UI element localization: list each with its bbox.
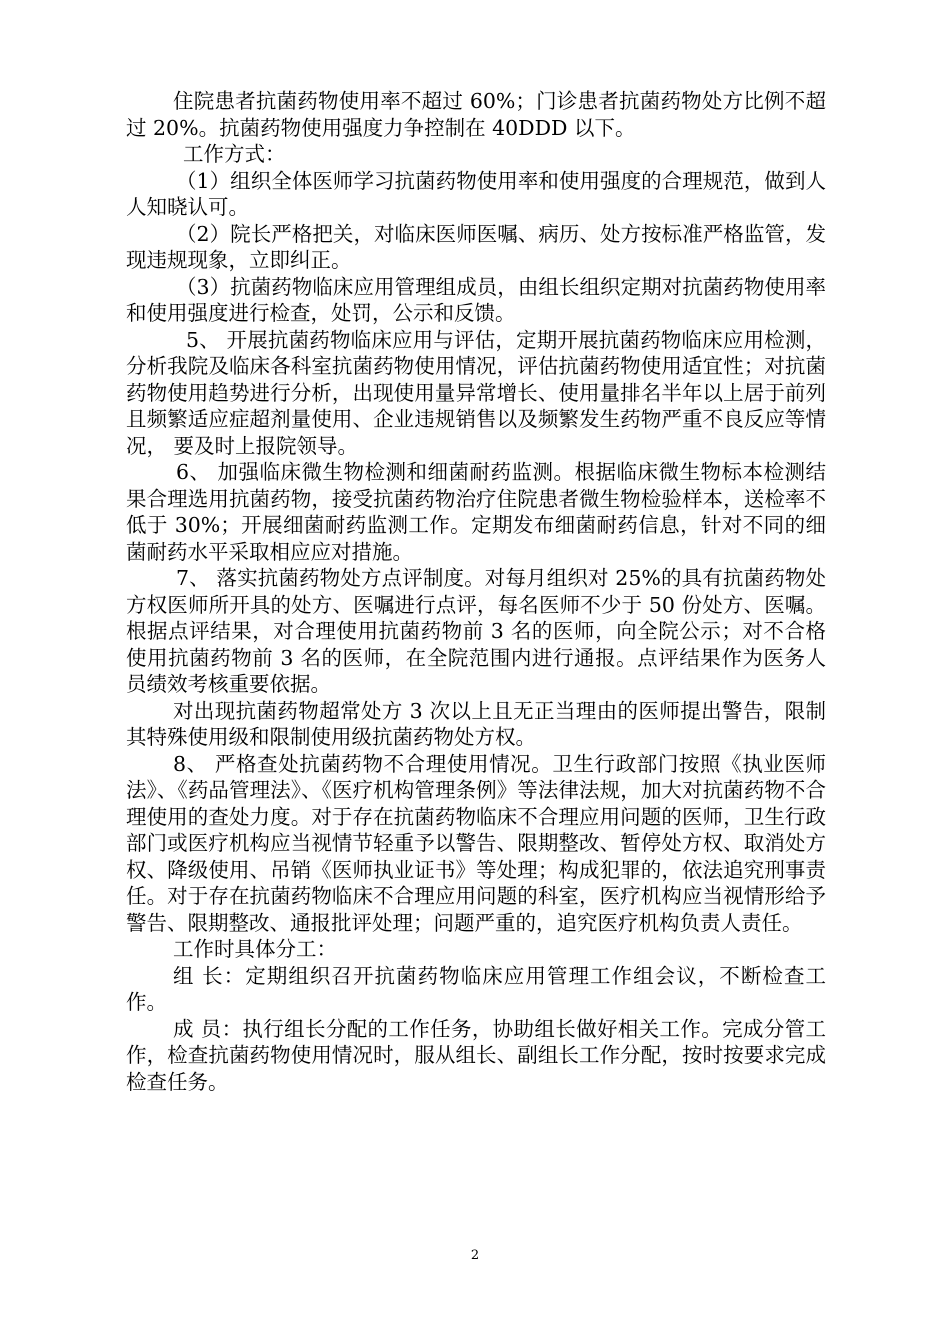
- paragraph-leader: 组 长：定期组织召开抗菌药物临床应用管理工作组会议，不断检查工作。: [126, 963, 826, 1014]
- paragraph-item-8: 8、 严格查处抗菌药物不合理使用情况。卫生行政部门按照《执业医师法》、《药品管理法》、《医疗机构管理条例》等法律法规，加大对抗菌药物不合理使用的查处力度。对于存在抗菌药物临床不合理应用问题的医师，卫生行政部门或医疗机构应当视情节轻重予以警告、限期整改、暂停处方权、取消处方权、降级使用、吊销《医师执业证书》等处理；构成犯罪的，依法追究刑事责任。对于存在抗菌药物临床不合理应用问题的科室，医疗机构应当视情形给予警告、限期整改、通报批评处理；问题严重的，追究医疗机构负责人责任。: [126, 751, 826, 935]
- paragraph-work-methods-heading: 工作方式：: [183, 142, 286, 166]
- paragraph-members: 成 员：执行组长分配的工作任务，协助组长做好相关工作。完成分管工作，检查抗菌药物使用情况时，服从组长、副组长工作分配，按时按要求完成检查任务。: [126, 1016, 826, 1094]
- paragraph-method-3: （3）抗菌药物临床应用管理组成员，由组长组织定期对抗菌药物使用率和使用强度进行检查，处罚，公示和反馈。: [126, 274, 826, 325]
- paragraph-method-1: （1）组织全体医师学习抗菌药物使用率和使用强度的合理规范，做到人人知晓认可。: [126, 168, 826, 219]
- paragraph-warning: 对出现抗菌药物超常处方 3 次以上且无正当理由的医师提出警告，限制其特殊使用级和限制使用级抗菌药物处方权。: [126, 698, 826, 749]
- paragraph-item-7: 7、 落实抗菌药物处方点评制度。对每月组织对 25%的具有抗菌药物处方权医师所开具的处方、医嘱进行点评，每名医师不少于 50 份处方、医嘱。根据点评结果，对合理使用抗菌药物前 3 名的医师，向全院公示；对不合格使用抗菌药物前 3 名的医师，在全院范围内进行通报。点评结果作为医务人员绩效考核重要依据。: [126, 566, 826, 696]
- paragraph-method-2: （2）院长严格把关，对临床医师医嘱、病历、处方按标准严格监管，发现违规现象，立即纠正。: [126, 221, 826, 272]
- paragraph-item-5: 5、 开展抗菌药物临床应用与评估，定期开展抗菌药物临床应用检测，分析我院及临床各科室抗菌药物使用情况，评估抗菌药物使用适宜性；对抗菌药物使用趋势进行分析，出现使用量异常增长、使用量排名半年以上居于前列且频繁适应症超剂量使用、企业违规销售以及频繁发生药物严重不良反应等情况， 要及时上报院领导。: [126, 327, 826, 458]
- body-text: [126, 88, 826, 1095]
- paragraph-usage-targets: 住院患者抗菌药物使用率不超过 60%；门诊患者抗菌药物处方比例不超过 20%。抗菌药物使用强度力争控制在 40DDD 以下。: [126, 89, 826, 140]
- page-number: 2: [470, 1248, 480, 1263]
- paragraph-division-heading: 工作时具体分工：: [173, 937, 337, 961]
- paragraph-item-6: 6、 加强临床微生物检测和细菌耐药监测。根据临床微生物标本检测结果合理选用抗菌药物，接受抗菌药物治疗住院患者微生物检验样本，送检率不低于 30%；开展细菌耐药监测工作。定期发布细菌耐药信息，针对不同的细菌耐药水平采取相应应对措施。: [126, 460, 826, 564]
